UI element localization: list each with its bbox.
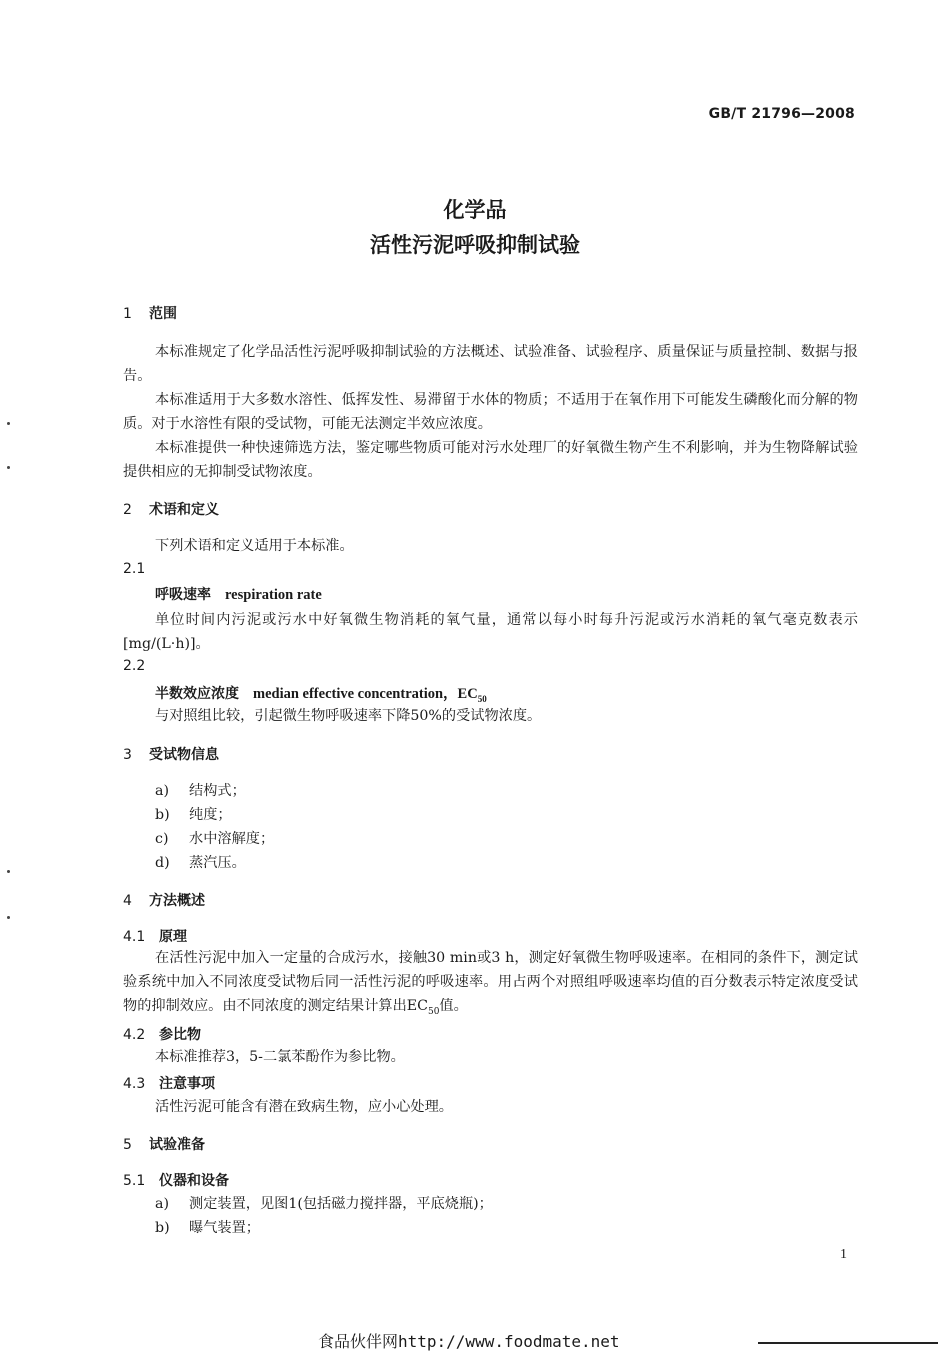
page-number: 1 — [840, 1247, 847, 1262]
scan-speck — [7, 422, 10, 425]
section-heading-5 — [123, 1134, 205, 1154]
term-en: median effective concentration，EC — [253, 686, 478, 702]
document-title-line2: 活性污泥呼吸抑制试验 — [370, 233, 580, 257]
list-item: b) 纯度； — [155, 807, 232, 823]
list-item: b) 曝气装置； — [155, 1220, 260, 1236]
section-heading-4 — [123, 890, 205, 910]
scan-speck — [7, 870, 10, 873]
section-heading-3 — [123, 744, 219, 764]
section-title: 范围 — [149, 306, 177, 322]
term-number-2-2: 2.2 — [123, 658, 146, 674]
term-definition-respiration-rate: 单位时间内污泥或污水中好氧微生物消耗的氧气量，通常以每小时每升污泥或污水消耗的氧气毫克数表示[mg/(L·h)]。 — [123, 612, 858, 652]
section-number: 1 — [123, 306, 132, 322]
subsection-number: 5.1 — [123, 1173, 146, 1189]
paragraph-precautions: 活性污泥可能含有潜在致病生物，应小心处理。 — [155, 1099, 453, 1115]
section-title: 术语和定义 — [149, 502, 219, 518]
subsection-heading-5-1 — [123, 1170, 229, 1190]
paragraph-scope-2: 本标准适用于大多数水溶性、低挥发性、易滞留于水体的物质；不适用于在氧作用下可能发生磷酸化而分解的物质。对于水溶性有限的受试物，可能无法测定半效应浓度。 — [123, 392, 858, 432]
section-title: 受试物信息 — [149, 747, 219, 763]
subsection-title: 注意事项 — [159, 1076, 215, 1092]
term-median-effective-concentration — [155, 682, 487, 704]
subsection-number: 4.3 — [123, 1076, 146, 1092]
subsection-number: 4.1 — [123, 929, 146, 945]
list-item: a) 结构式； — [155, 783, 246, 799]
section-title: 方法概述 — [149, 893, 205, 909]
subsection-title: 参比物 — [159, 1027, 201, 1043]
subsection-title: 仪器和设备 — [159, 1173, 229, 1189]
list-item: c) 水中溶解度； — [155, 831, 275, 847]
paragraph-reference-substance: 本标准推荐3，5-二氯苯酚作为参比物。 — [155, 1049, 405, 1065]
scan-speck — [7, 916, 10, 919]
term-en: respiration rate — [225, 587, 322, 603]
footer-rule — [758, 1342, 938, 1344]
list-item: a) 测定装置，见图1(包括磁力搅拌器，平底烧瓶)； — [155, 1196, 493, 1212]
term-zh: 半数效应浓度 — [155, 686, 239, 702]
document-title-line1: 化学品 — [443, 198, 507, 222]
paragraph-scope-3: 本标准提供一种快速筛选方法，鉴定哪些物质可能对污水处理厂的好氧微生物产生不利影响，并为生物降解试验提供相应的无抑制受试物浓度。 — [123, 440, 858, 480]
ec-subscript: 50 — [427, 1006, 440, 1017]
term-respiration-rate — [155, 584, 322, 604]
list-item: d) 蒸汽压。 — [155, 855, 246, 871]
subsection-heading-4-3 — [123, 1073, 215, 1093]
section-heading-2 — [123, 499, 219, 519]
section-number: 3 — [123, 747, 132, 763]
subsection-heading-4-2 — [123, 1024, 201, 1044]
term-definition-ec50: 与对照组比较，引起微生物呼吸速率下降50%的受试物浓度。 — [155, 708, 542, 724]
section-number: 4 — [123, 893, 132, 909]
section-number: 5 — [123, 1137, 132, 1153]
section-number: 2 — [123, 502, 132, 518]
paragraph-principle: 在活性污泥中加入一定量的合成污水，接触30 min或3 h，测定好氧微生物呼吸速率。在相同的条件下，测定试验系统中加入不同浓度受试物后同一活性污泥的呼吸速率。用占两个对照组呼吸速率均值的百分数表示特定浓度受试物的抑制效应。由不同浓度的测定结果计算出$EC_{50}$值。 — [123, 950, 858, 1017]
section-heading-1 — [123, 303, 177, 323]
footer-watermark: 食品伙伴网http://www.foodmate.net — [318, 1332, 620, 1351]
term-number-2-1: 2.1 — [123, 561, 146, 577]
subsection-number: 4.2 — [123, 1027, 146, 1043]
standard-number: GB/T 21796—2008 — [708, 106, 855, 122]
term-zh: 呼吸速率 — [155, 587, 211, 603]
paragraph-scope-1: 本标准规定了化学品活性污泥呼吸抑制试验的方法概述、试验准备、试验程序、质量保证与质量控制、数据与报告。 — [123, 344, 858, 384]
terms-intro: 下列术语和定义适用于本标准。 — [155, 538, 354, 554]
subsection-heading-4-1 — [123, 926, 187, 946]
section-title: 试验准备 — [149, 1137, 205, 1153]
term-en-subscript: 50 — [477, 693, 487, 704]
scan-speck — [7, 466, 10, 469]
subsection-title: 原理 — [159, 929, 187, 945]
